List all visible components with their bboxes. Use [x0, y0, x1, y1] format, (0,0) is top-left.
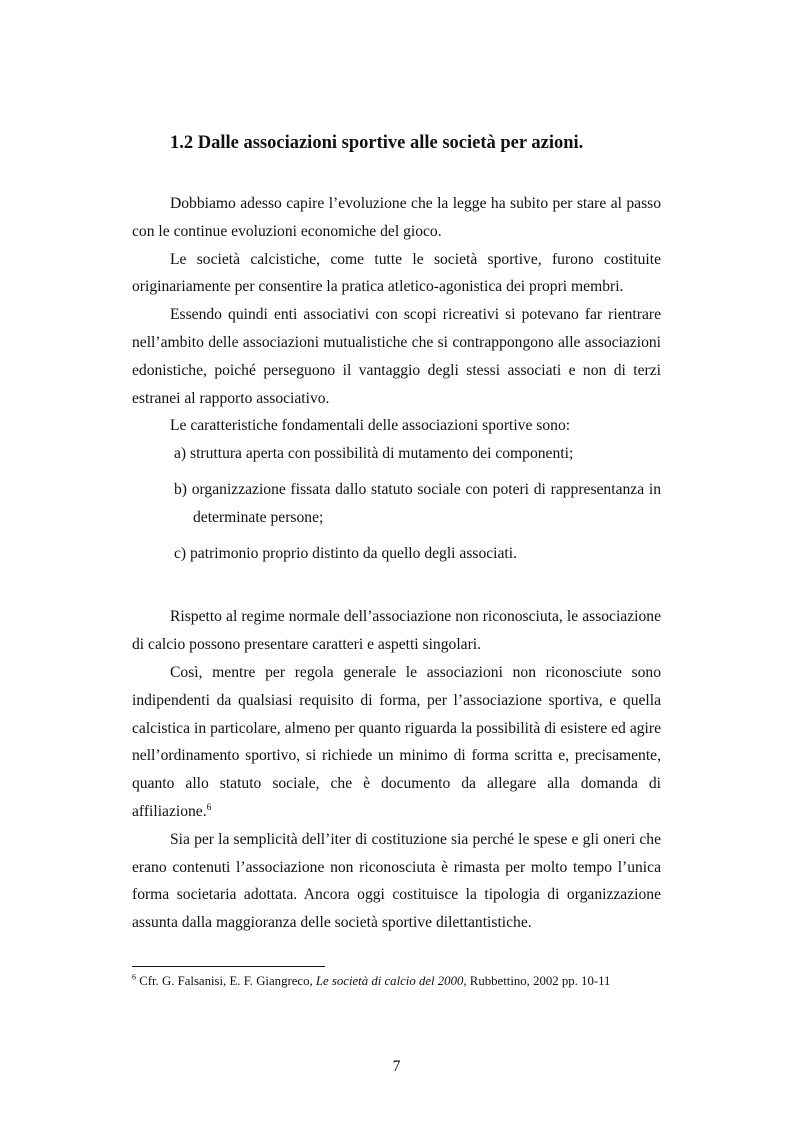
- footnote-book-title: Le società di calcio del 2000,: [315, 974, 467, 988]
- footnote-reference[interactable]: 6: [206, 802, 212, 813]
- list-item-organization: b) organizzazione fissata dallo statuto sociale con poteri di rappresentanza in determinate persone;: [174, 480, 661, 526]
- paragraph-form-requirements: [132, 659, 661, 826]
- paragraph-regime: Rispetto al regime normale dell’associazione non riconosciuta, le associazione di calcio possono presentare caratteri e aspetti singolari.: [132, 608, 661, 654]
- list-item-structure: a) struttura aperta con possibilità di mutamento dei componenti;: [174, 445, 574, 463]
- paragraph-characteristics-intro: Le caratteristiche fondamentali delle associazioni sportive sono:: [170, 417, 571, 435]
- section-heading: 1.2 Dalle associazioni sportive alle società per azioni.: [170, 133, 584, 153]
- paragraph-form-text: Così, mentre per regola generale le associazioni non riconosciute sono indipendenti da qualsiasi requisito di forma, per l’associazione sportiva, e quella calcistica in particolare, almeno per quanto riguarda la possibilità di esistere ed agire nell’ordinamento sportivo, si richiede un minimo di forma scritta e, precisamente, quanto allo statuto sociale, che è documento da allegare alla domanda di affiliazione.: [132, 663, 661, 820]
- list-item-patrimony: c) patrimonio proprio distinto da quello degli associati.: [174, 544, 517, 562]
- paragraph-origins: Le società calcistiche, come tutte le società sportive, furono costituite originariamente per consentire la pratica atletico-agonistica dei propri membri.: [132, 250, 661, 296]
- footnote-divider: [132, 966, 325, 967]
- footnote-publisher: Rubbettino, 2002 pp. 10-11: [466, 974, 611, 988]
- footnote: [132, 974, 610, 989]
- paragraph-evolution: Dobbiamo adesso capire l’evoluzione che la legge ha subito per stare al passo con le continue evoluzioni economiche del gioco.: [132, 195, 661, 240]
- page-number: 7: [392, 1058, 401, 1075]
- paragraph-simplicity: Sia per la semplicità dell’iter di costituzione sia perché le spese e gli oneri che erano contenuti l’associazione non riconosciuta è rimasta per molto tempo l’unica forma societaria adottata. Ancora oggi costituisce la tipologia di organizzazione assunta dalla maggioranza delle società sportive dilettantistiche.: [132, 830, 661, 932]
- paragraph-mutualistic: Essendo quindi enti associativi con scopi ricreativi si potevano far rientrare nell’ambito delle associazioni mutualistiche che si contrappongono alle associazioni edonistiche, poiché perseguono il vantaggio degli stessi associati e non di terzi estranei al rapporto associativo.: [132, 306, 661, 407]
- footnote-number: 6: [132, 972, 136, 982]
- body-text: [132, 190, 661, 937]
- footnote-authors: Cfr. G. Falsanisi, E. F. Giangreco,: [136, 974, 316, 988]
